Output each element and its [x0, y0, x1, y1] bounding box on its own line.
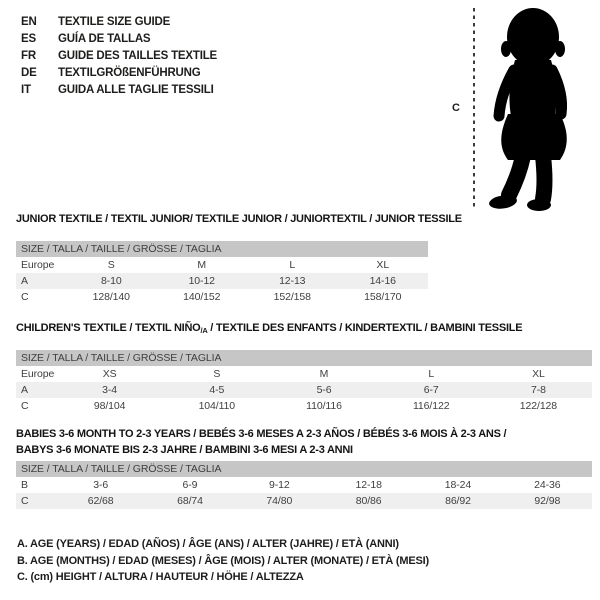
language-title: GUIDE DES TAILLES TEXTILE	[58, 49, 217, 62]
legend-note-b: B. AGE (MONTHS) / EDAD (MESES) / ÂGE (MOIS) / ALTER (MONATE) / ETÀ (MESI)	[17, 554, 429, 567]
table-cell: 152/158	[273, 291, 311, 303]
table-cell: L	[289, 259, 296, 271]
table-row	[16, 366, 592, 382]
table-title-line1: BABIES 3-6 MONTH TO 2-3 YEARS / BEBÉS 3-6 MESES A 2-3 AÑOS / BÉBÉS 3-6 MOIS À 2-3 ANS /	[16, 428, 507, 440]
language-code: DE	[21, 66, 37, 79]
language-code: ES	[21, 32, 36, 45]
table-row	[16, 289, 428, 305]
table-cell: 80/86	[355, 495, 382, 507]
table-cell: 18-24	[444, 479, 472, 491]
table-cell: 6-9	[182, 479, 198, 491]
table-cell: 128/140	[92, 291, 130, 303]
legend-notes	[17, 536, 429, 586]
size-header-bar: SIZE / TALLA / TAILLE / GRÖSSE / TAGLIA	[16, 350, 592, 366]
table-cell: S	[213, 368, 221, 380]
table-cell: 9-12	[269, 479, 290, 491]
language-title: GUÍA DE TALLAS	[58, 32, 151, 45]
language-row	[21, 13, 217, 30]
language-code: EN	[21, 15, 37, 28]
language-title: TEXTILE SIZE GUIDE	[58, 15, 171, 28]
legend-note-c: C. (cm) HEIGHT / ALTURA / HAUTEUR / HÖHE / ALTEZZA	[17, 571, 304, 583]
babies-textile-table	[16, 427, 592, 509]
table-cell: 122/128	[519, 400, 558, 412]
language-code: FR	[21, 49, 36, 62]
language-row	[21, 81, 217, 98]
table-cell: 24-36	[534, 479, 561, 491]
table-cell: 5-6	[316, 384, 332, 396]
table-title-subscript: /A	[200, 326, 208, 335]
table-title-line2: BABYS 3-6 MONATE BIS 2-3 JAHRE / BAMBINI 3-6 MESI A 2-3 ANNI	[16, 443, 353, 456]
language-title: TEXTILGRÖßENFÜHRUNG	[58, 66, 201, 79]
language-row	[21, 64, 217, 81]
language-title: GUIDA ALLE TAGLIE TESSILI	[58, 83, 214, 96]
table-cell: 12-18	[355, 479, 382, 491]
table-cell: 140/152	[183, 291, 221, 303]
legend-note-a: A. AGE (YEARS) / EDAD (AÑOS) / ÂGE (ANS) / ALTER (JAHRE) / ETÀ (ANNI)	[17, 538, 399, 550]
children-textile-table	[16, 322, 592, 414]
table-cell: 12-13	[279, 275, 306, 287]
height-measure-dashed-line	[473, 8, 475, 207]
language-row	[21, 47, 217, 64]
table-cell: 14-16	[369, 275, 396, 287]
table-title	[16, 427, 592, 458]
table-cell: 92/98	[534, 495, 561, 507]
table-title	[16, 322, 592, 337]
table-cell: 7-8	[530, 384, 546, 396]
language-list	[21, 13, 217, 98]
table-cell: 4-5	[209, 384, 225, 396]
table-cell: 8-10	[100, 275, 122, 287]
table-row	[16, 257, 428, 273]
table-cell: 98/104	[93, 400, 126, 412]
table-cell: 3-6	[93, 479, 109, 491]
table-cell: L	[428, 368, 435, 380]
table-cell: XS	[102, 368, 117, 380]
table-title: JUNIOR TEXTILE / TEXTIL JUNIOR/ TEXTILE JUNIOR / JUNIORTEXTIL / JUNIOR TESSILE	[16, 213, 462, 225]
table-row	[16, 493, 592, 509]
table-cell: B	[21, 479, 28, 491]
table-row	[16, 398, 592, 414]
toddler-silhouette	[482, 4, 582, 212]
table-cell: C	[21, 291, 29, 303]
language-row	[21, 30, 217, 47]
table-cell: C	[21, 400, 29, 412]
table-cell: 86/92	[445, 495, 471, 507]
table-cell: 3-4	[102, 384, 118, 396]
table-cell: Europe	[21, 368, 55, 380]
table-cell: 116/122	[412, 400, 450, 412]
table-title-text: / TEXTILE DES ENFANTS / KINDERTEXTIL / BAMBINI TESSILE	[207, 322, 523, 334]
table-cell: 158/170	[364, 291, 402, 303]
table-cell: M	[197, 259, 207, 271]
size-header-bar: SIZE / TALLA / TAILLE / GRÖSSE / TAGLIA	[16, 461, 592, 477]
table-row	[16, 382, 592, 398]
table-cell: 110/116	[306, 400, 342, 412]
table-cell: C	[21, 495, 29, 507]
table-cell: XL	[376, 259, 390, 271]
junior-textile-table	[16, 213, 462, 305]
language-code: IT	[21, 83, 31, 96]
table-cell: S	[107, 259, 115, 271]
table-cell: XL	[532, 368, 545, 380]
table-row	[16, 477, 592, 493]
table-cell: A	[21, 275, 28, 287]
table-cell: Europe	[21, 259, 55, 271]
table-cell: 62/68	[87, 495, 114, 507]
table-cell: 6-7	[423, 384, 439, 396]
table-title-text: CHILDREN'S TEXTILE / TEXTIL NIÑO	[16, 322, 201, 334]
table-cell: A	[21, 384, 28, 396]
table-cell: 68/74	[177, 495, 203, 507]
table-cell: 104/110	[198, 400, 236, 412]
table-row	[16, 273, 428, 289]
table-cell: 10-12	[188, 275, 215, 287]
table-cell: M	[319, 368, 329, 380]
size-header-bar: SIZE / TALLA / TAILLE / GRÖSSE / TAGLIA	[16, 241, 428, 257]
table-cell: 74/80	[266, 495, 293, 507]
height-measure-label: C	[452, 102, 460, 114]
